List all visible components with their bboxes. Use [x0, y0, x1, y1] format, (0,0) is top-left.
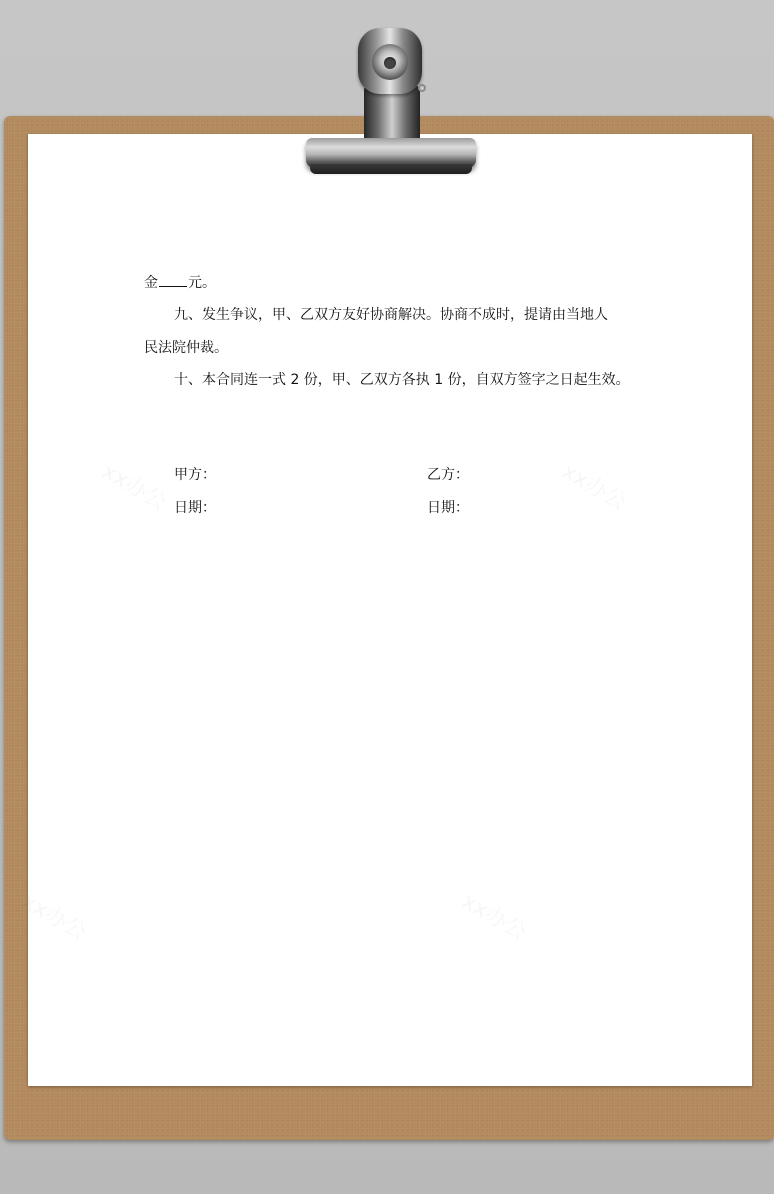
amount-prefix: 金 [144, 275, 158, 291]
amount-line [144, 272, 216, 293]
date-b-label: 日期： [427, 500, 469, 516]
document-page [28, 134, 752, 1086]
clause-9-line-1: 九、发生争议，甲、乙双方友好协商解决。协商不成时，提请由当地人 [174, 307, 608, 323]
clause-10: 十、本合同连一式 2 份，甲、乙双方各执 1 份，自双方签字之日起生效。 [174, 372, 630, 388]
amount-blank [159, 272, 187, 287]
party-b-label: 乙方： [427, 467, 469, 483]
clip-pin [418, 84, 426, 92]
clip-neck [364, 86, 420, 140]
clip-base-edge [310, 164, 472, 174]
date-a-label: 日期： [174, 500, 216, 516]
clause-9-line-2: 民法院仲裁。 [144, 340, 228, 356]
clip-rivet [384, 57, 396, 69]
amount-suffix: 元。 [188, 275, 216, 291]
party-a-label: 甲方： [174, 467, 216, 483]
